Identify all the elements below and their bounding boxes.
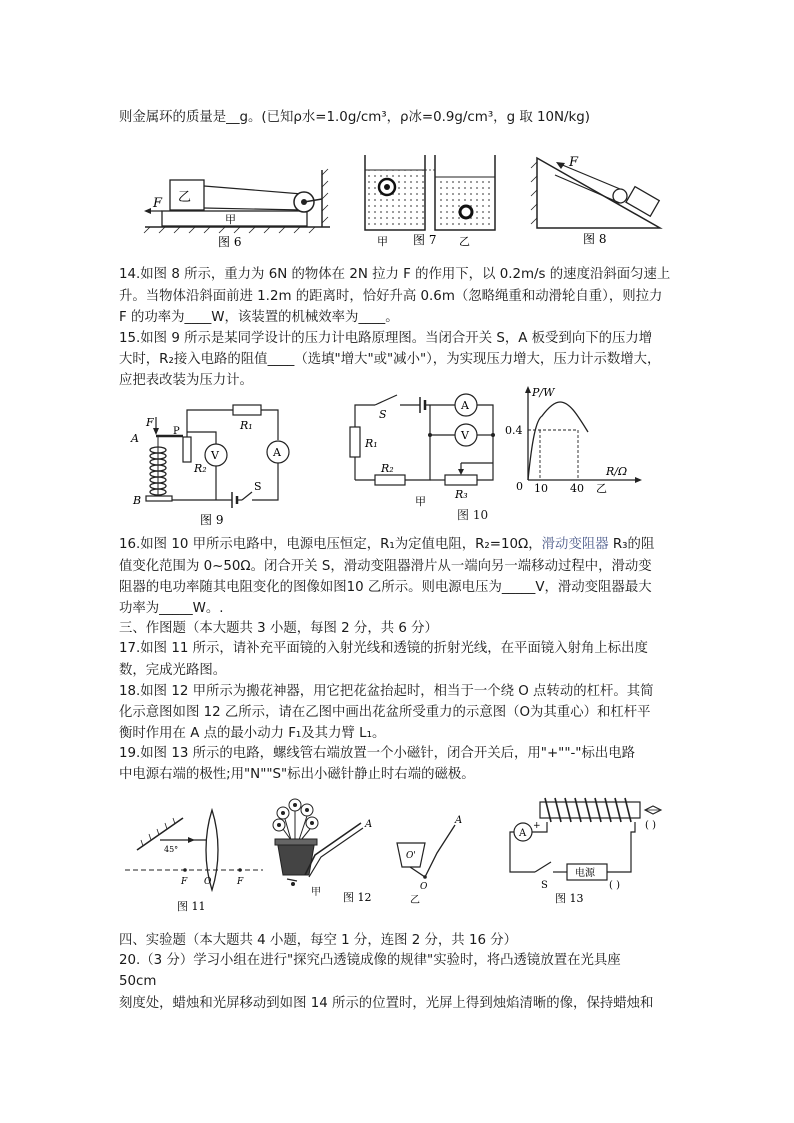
fig10a-ammeter: A <box>461 399 469 412</box>
q15-line-b: 大时，R₂接入电路的阻值____（选填"增大"或"减小"），为实现压力增大，压力计示数增大， <box>119 352 661 367</box>
fig7-caption: 图 7 <box>413 233 437 247</box>
figure-10-b-graph <box>505 380 648 495</box>
section-3-heading: 三、作图题（本大题共 3 小题，每图 2 分，共 6 分） <box>119 621 438 636</box>
figure-13 <box>505 790 685 910</box>
fig13-source: 电源 <box>575 868 595 879</box>
fig12-A1: A <box>365 819 373 830</box>
q16-line-a-highlight: 滑动变阻器 <box>541 537 609 552</box>
figure-8 <box>525 150 675 250</box>
q16-line-d: 功率为_____W。. <box>119 601 224 616</box>
fig6-caption: 图 6 <box>218 235 242 249</box>
fig11-F-right: F <box>237 877 244 887</box>
fig8-force-label: F <box>569 155 579 170</box>
fig7-label-jia: 甲 <box>377 235 388 248</box>
fig13-ammeter: A <box>519 828 527 839</box>
q15-line-c: 应把表改装为压力计。 <box>119 373 253 388</box>
fig9-R1: R₁ <box>240 419 253 432</box>
q14-line-b: 升。当物体沿斜面前进 1.2m 的距离时，恰好升高 0.6m（忽略绳重和动滑轮自重），则拉力 <box>119 289 663 304</box>
fig12-yi: 乙 <box>410 895 420 906</box>
q20-line-b: 50cm <box>119 974 157 989</box>
fig10b-x1: 10 <box>534 482 548 495</box>
q20-line-a: 20.（3 分）学习小组在进行"探究凸透镜成像的规律"实验时，将凸透镜放置在光具座 <box>119 953 621 968</box>
figure-7 <box>355 150 505 250</box>
fig12-O1: O' <box>406 851 416 861</box>
fig9-S: S <box>254 480 262 493</box>
fig11-F-left: F <box>181 877 188 887</box>
fig13-plus: + <box>533 821 541 831</box>
fig10a-voltmeter: V <box>461 429 469 442</box>
q19-line-b: 中电源右端的极性;用"N""S"标出小磁针静止时右端的磁极。 <box>119 767 475 782</box>
fig11-caption: 图 11 <box>177 900 206 913</box>
figure-11 <box>125 800 265 920</box>
fig6-label-jia: 甲 <box>225 213 236 226</box>
section-4-heading: 四、实验题（本大题共 4 小题，每空 1 分，连图 2 分，共 16 分） <box>119 933 518 948</box>
q16-line-c: 阻器的电功率随其电阻变化的图像如图10 乙所示。则电源电压为_____V，滑动变阻器最大 <box>119 580 652 595</box>
q18-line-b: 化示意图如图 12 乙所示，请在乙图中画出花盆所受重力的示意图（O为其重心）和杠杆平 <box>119 705 651 720</box>
fig10a-R2: R₂ <box>381 462 394 475</box>
fig13-paren-magnet: ( ) <box>645 820 656 831</box>
fig12-O2: O <box>420 882 428 892</box>
fig9-B: B <box>133 494 142 507</box>
fig10b-ylabel: P/W <box>532 386 555 399</box>
fig13-caption: 图 13 <box>555 892 584 905</box>
q18-line-a: 18.如图 12 甲所示为搬花神器，用它把花盆抬起时，相当于一个绕 O 点转动的杠杆。其简 <box>119 684 654 699</box>
fig12-jia: 甲 <box>311 887 321 898</box>
fig10b-sub: 乙 <box>596 482 607 495</box>
fig12-A2: A <box>455 815 463 826</box>
fig9-F: F <box>146 416 154 429</box>
fig13-S: S <box>541 880 548 891</box>
q16-line-b: 值变化范围为 0~50Ω。闭合开关 S，滑动变阻器滑片从一端向另一端移动过程中，滑动变 <box>119 559 652 574</box>
figure-9 <box>128 392 303 530</box>
fig10b-origin: 0 <box>516 480 523 493</box>
q17-line-a: 17.如图 11 所示，请补充平面镜的入射光线和透镜的折射光线，在平面镜入射角上标出度 <box>119 641 648 656</box>
fig8-caption: 图 8 <box>583 232 607 246</box>
fig10b-xlabel: R/Ω <box>606 465 628 478</box>
fig12-caption: 图 12 <box>343 891 372 904</box>
fig9-caption: 图 9 <box>200 513 224 527</box>
fig6-force-label: F <box>153 196 163 211</box>
fig9-ammeter: A <box>273 446 281 459</box>
text-line-1: 则金属环的质量是__g。(已知ρ水=1.0g/cm³，ρ冰=0.9g/cm³，g 取 10N/kg) <box>119 110 591 125</box>
fig10a-R3: R₃ <box>455 488 468 501</box>
q16-line-a <box>119 535 654 555</box>
fig10b-x2: 40 <box>570 482 584 495</box>
fig11-O: O <box>204 877 212 887</box>
fig9-R2: R₂ <box>194 462 207 475</box>
q20-line-c: 刻度处，蜡烛和光屏移动到如图 14 所示的位置时，光屏上得到烛焰清晰的像，保持蜡烛和 <box>119 996 654 1011</box>
q16-line-a-pre: 16.如图 10 甲所示电路中，电源电压恒定，R₁为定值电阻，R₂=10Ω， <box>119 537 542 552</box>
fig10a-caption-jia: 甲 <box>415 495 426 508</box>
q14-line-c: F 的功率为____W，该装置的机械效率为____。 <box>119 310 399 325</box>
figure-10-a <box>345 385 505 525</box>
fig6-label-yi: 乙 <box>178 190 192 205</box>
fig9-voltmeter: V <box>211 449 219 462</box>
fig11-angle: 45° <box>164 845 179 854</box>
q15-line-a: 15.如图 9 所示是某同学设计的压力计电路原理图。当闭合开关 S，A 板受到向下的压力增 <box>119 331 653 346</box>
fig10a-R1: R₁ <box>365 437 378 450</box>
q16-line-a-post: R₃的阻 <box>608 537 655 552</box>
fig10b-ytick: 0.4 <box>505 424 523 437</box>
fig10-caption: 图 10 <box>457 508 489 522</box>
q14-line-a: 14.如图 8 所示，重力为 6N 的物体在 2N 拉力 F 的作用下，以 0.2m/s 的速度沿斜面匀速上 <box>119 267 671 282</box>
figure-6 <box>140 155 340 250</box>
fig7-label-yi: 乙 <box>459 235 470 248</box>
fig13-paren-source: ( ) <box>609 880 620 891</box>
q17-line-b: 数，完成光路图。 <box>119 663 227 678</box>
q18-line-c: 衡时作用在 A 点的最小动力 F₁及其力臂 L₁。 <box>119 726 386 741</box>
fig10a-S: S <box>379 408 387 421</box>
figure-12 <box>265 795 463 915</box>
fig9-P: P <box>173 426 180 437</box>
q19-line-a: 19.如图 13 所示的电路，螺线管右端放置一个小磁针，闭合开关后，用"+""-"标出电路 <box>119 746 636 761</box>
fig9-A: A <box>131 432 139 445</box>
